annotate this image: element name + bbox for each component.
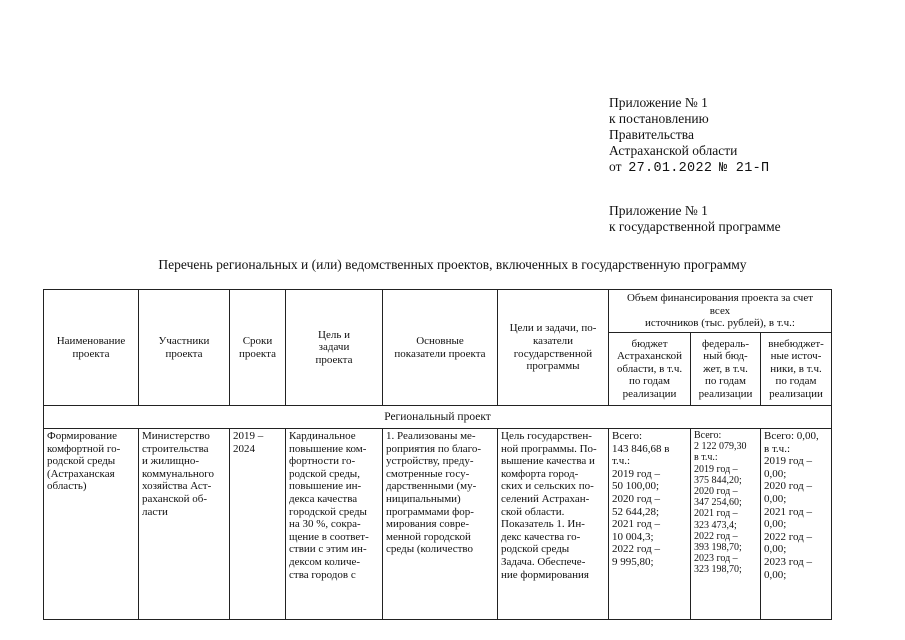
cell-line: 2024: [233, 442, 255, 455]
cell-line: 0,00;: [764, 518, 787, 531]
cell-line: (Астраханская: [47, 467, 115, 480]
header-project-name: Наименование проекта: [44, 290, 139, 406]
resolution-date-line: [609, 159, 769, 177]
cell-line: 2020 год –: [694, 486, 738, 498]
cell-budget-federal: [691, 429, 761, 620]
cell-indicators: [383, 429, 498, 620]
cell-line: коммунального: [142, 467, 214, 480]
cell-line: ской области.: [501, 505, 565, 518]
header-budget-federal: федераль- ный бюд- жет, в т.ч. по годам реализации: [691, 333, 761, 406]
resolution-number: № 21-П: [719, 161, 770, 176]
cell-line: повышение ин-: [289, 480, 362, 493]
cell-line: на 30 %, сокра-: [289, 518, 361, 531]
cell-budget-extra: [761, 429, 832, 620]
cell-line: 50 100,00;: [612, 480, 660, 493]
header-goal: Цель и задачи проекта: [286, 290, 383, 406]
cell-line: 2019 год –: [764, 455, 813, 468]
cell-line: роприятия по благо-: [386, 442, 482, 455]
header-indicators: Основные показатели проекта: [383, 290, 498, 406]
cell-line: родской среды: [501, 543, 570, 556]
cell-line: 2023 год –: [694, 553, 738, 565]
cell-line: программами фор-: [386, 505, 474, 518]
cell-line: декс качества го-: [501, 530, 581, 543]
cell-line: родской среды: [47, 455, 116, 468]
cell-line: Формирование: [47, 430, 117, 442]
cell-line: 375 844,20;: [694, 474, 742, 486]
cell-line: 0,00;: [764, 467, 787, 480]
cell-line: 2019 год –: [694, 463, 738, 475]
table-row: [44, 429, 832, 620]
cell-line: 2020 год –: [764, 480, 813, 493]
cell-line: 347 254,60;: [694, 497, 742, 509]
cell-line: Кардинальное: [289, 430, 356, 442]
cell-goal: [286, 429, 383, 620]
cell-budget-region: [609, 429, 691, 620]
cell-line: 143 846,68 в: [612, 442, 670, 455]
cell-line: 2023 год –: [764, 555, 813, 568]
cell-line: комфорта город-: [501, 467, 579, 480]
appendix-resolution-line: Правительства: [609, 127, 694, 142]
appendix-resolution-block: [609, 95, 769, 177]
cell-line: менной городской: [386, 530, 471, 543]
cell-participants: [139, 429, 230, 620]
cell-line: 2019 –: [233, 430, 264, 442]
cell-line: ной программы. По-: [501, 442, 597, 455]
cell-line: дексом количе-: [289, 555, 361, 568]
appendix-resolution-line: Астраханской области: [609, 143, 738, 158]
cell-line: повышение ком-: [289, 442, 367, 455]
cell-line: селений Астрахан-: [501, 492, 590, 505]
appendix-resolution-line: Приложение № 1: [609, 95, 708, 110]
cell-project-name: [44, 429, 139, 620]
cell-line: и жилищно-: [142, 455, 200, 468]
cell-line: 10 004,3;: [612, 530, 654, 543]
cell-line: комфортной го-: [47, 442, 121, 455]
cell-line: 323 198,70;: [694, 564, 742, 576]
header-program-goals: Цели и задачи, по- казатели государственной программы: [498, 290, 609, 406]
cell-line: 2022 год –: [694, 530, 738, 542]
cell-line: городской среды: [289, 505, 367, 518]
cell-line: 2022 год –: [612, 543, 661, 556]
cell-line: строительства: [142, 442, 209, 455]
appendix-resolution-line: к постановлению: [609, 111, 709, 126]
date-prefix: от: [609, 159, 622, 174]
cell-line: среды (количество: [386, 543, 474, 556]
header-terms: Сроки проекта: [230, 290, 286, 406]
cell-line: щение в соответ-: [289, 530, 369, 543]
cell-line: мирования совре-: [386, 518, 469, 531]
cell-line: 323 473,4;: [694, 519, 737, 531]
appendix-program-line: к государственной программе: [609, 219, 781, 234]
cell-line: 2019 год –: [612, 467, 661, 480]
cell-line: 0,00;: [764, 568, 787, 581]
cell-line: Всего:: [612, 430, 643, 442]
cell-line: вышение качества и: [501, 455, 595, 468]
header-budget-extra: внебюджет- ные источ- ники, в т.ч. по годам реализации: [761, 333, 832, 406]
cell-line: Министерство: [142, 430, 210, 442]
cell-line: Цель государствен-: [501, 430, 592, 442]
cell-line: 2021 год –: [612, 518, 661, 531]
appendix-program-line: Приложение № 1: [609, 203, 708, 218]
cell-line: родской среды,: [289, 467, 360, 480]
cell-line: 52 644,28;: [612, 505, 660, 518]
cell-line: смотренные госу-: [386, 467, 470, 480]
section-regional-project: Региональный проект: [44, 406, 832, 429]
cell-line: ниципальными): [386, 492, 461, 505]
cell-line: 0,00;: [764, 543, 787, 556]
cell-line: хозяйства Аст-: [142, 480, 212, 493]
cell-line: в т.ч.:: [694, 452, 718, 464]
cell-line: ствии с этим ин-: [289, 543, 367, 556]
cell-line: 2021 год –: [694, 508, 738, 520]
cell-line: Показатель 1. Ин-: [501, 518, 585, 531]
cell-line: 2 122 079,30: [694, 441, 747, 453]
cell-line: область): [47, 480, 87, 493]
cell-line: Задача. Обеспече-: [501, 555, 586, 568]
document-title: Перечень региональных и (или) ведомственных проектов, включенных в государственную программу: [158, 257, 747, 272]
cell-line: ских и сельских по-: [501, 480, 594, 493]
cell-line: ласти: [142, 505, 168, 518]
cell-line: ние формирования: [501, 568, 589, 581]
cell-line: ства городов с: [289, 568, 356, 581]
cell-line: Всего: 0,00,: [764, 430, 819, 442]
cell-line: устройству, преду-: [386, 455, 474, 468]
cell-line: 2020 год –: [612, 492, 661, 505]
cell-line: декса качества: [289, 492, 358, 505]
header-financing: Объем финансирования проекта за счет всех источников (тыс. рублей), в т.ч.:: [609, 290, 832, 333]
cell-line: 2021 год –: [764, 505, 813, 518]
cell-line: 2022 год –: [764, 530, 813, 543]
projects-table: [43, 289, 832, 620]
cell-line: фортности го-: [289, 455, 356, 468]
cell-line: 9 995,80;: [612, 555, 654, 568]
cell-terms: [230, 429, 286, 620]
cell-line: т.ч.:: [612, 455, 631, 468]
cell-program-goals: [498, 429, 609, 620]
cell-line: 393 198,70;: [694, 542, 742, 554]
appendix-program-block: [609, 203, 781, 235]
cell-line: 1. Реализованы ме-: [386, 430, 476, 442]
cell-line: в т.ч.:: [764, 442, 791, 455]
resolution-date: 27.01.2022: [628, 161, 713, 176]
header-budget-region: бюджет Астраханской области, в т.ч. по годам реализации: [609, 333, 691, 406]
cell-line: Всего:: [694, 430, 722, 441]
cell-line: 0,00;: [764, 492, 787, 505]
header-participants: Участники проекта: [139, 290, 230, 406]
cell-line: дарственными (му-: [386, 480, 477, 493]
cell-line: раханской об-: [142, 492, 208, 505]
